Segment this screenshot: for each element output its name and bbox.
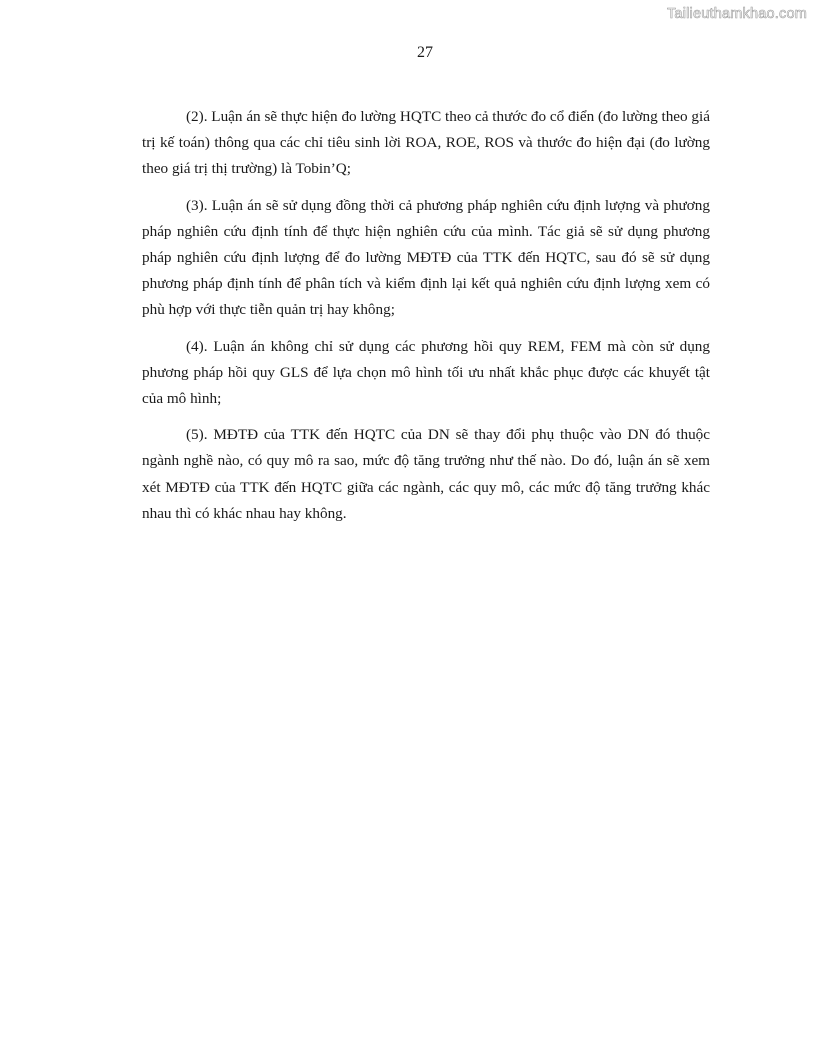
watermark-text: Tailieuthamkhao.com [666, 6, 807, 22]
page-number: 27 [417, 44, 433, 61]
paragraph-4: (4). Luận án không chỉ sử dụng các phương hồi quy REM, FEM mà còn sử dụng phương pháp hồi quy GLS để lựa chọn mô hình tối ưu nhất khắc phục được các khuyết tật của mô hình; [142, 337, 710, 408]
paragraph-5: (5). MĐTĐ của TTK đến HQTC của DN sẽ thay đổi phụ thuộc vào DN đó thuộc ngành nghề nào, có quy mô ra sao, mức độ tăng trưởng như thế nào. Do đó, luận án sẽ xem xét MĐTĐ của TTK đến HQTC giữa các ngành, các quy mô, các mức độ tăng trưởng khác nhau thì có khác nhau hay không. [142, 426, 710, 522]
paragraph-3: (3). Luận án sẽ sử dụng đồng thời cả phương pháp nghiên cứu định lượng và phương pháp nghiên cứu định tính để thực hiện nghiên cứu của mình. Tác giả sẽ sử dụng phương pháp nghiên cứu định lượng để đo lường MĐTĐ của TTK đến HQTC, sau đó sẽ sử dụng phương pháp định tính để phân tích và kiểm định lại kết quả nghiên cứu định lượng xem có phù hợp với thực tiễn quản trị hay không; [142, 196, 710, 319]
document-body [142, 104, 710, 537]
paragraph-2: (2). Luận án sẽ thực hiện đo lường HQTC theo cả thước đo cổ điển (đo lường theo giá trị kế toán) thông qua các chỉ tiêu sinh lời ROA, ROE, ROS và thước đo hiện đại (đo lường theo giá trị thị trường) là Tobin’Q; [142, 108, 710, 178]
